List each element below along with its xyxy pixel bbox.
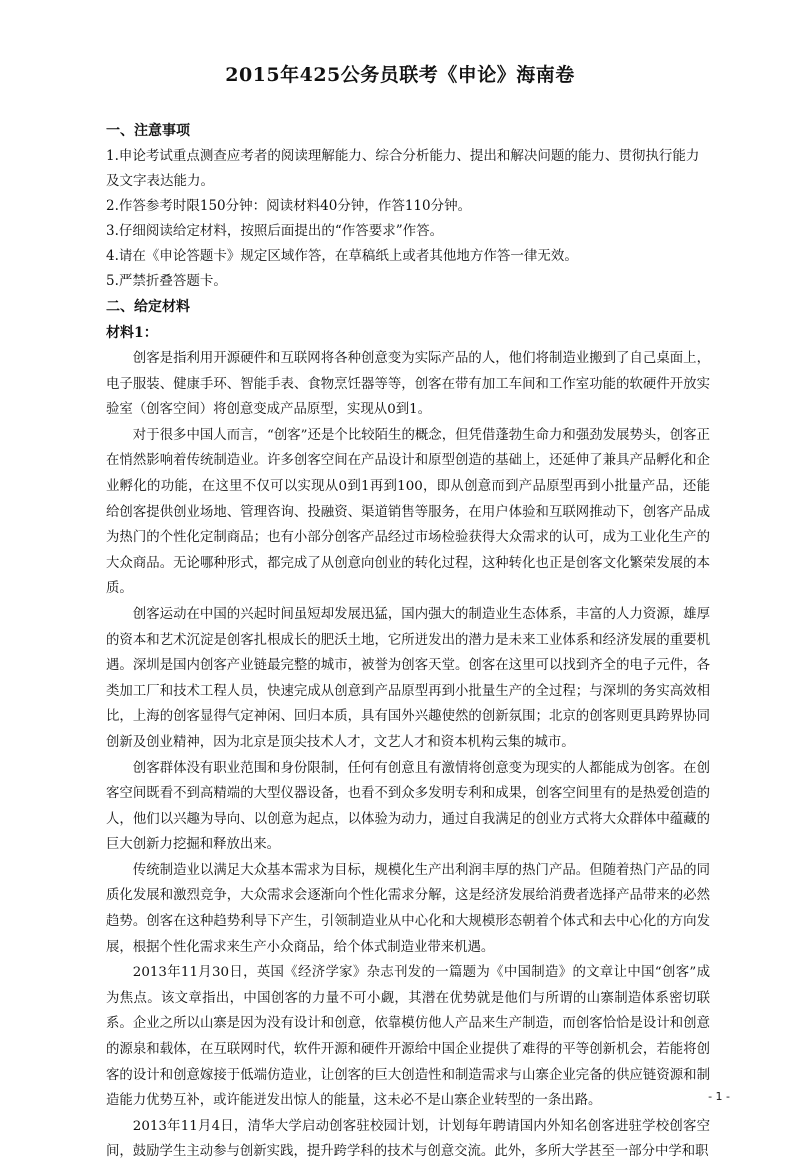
note-item: 4.请在《申论答题卡》规定区域作答，在草稿纸上或者其他地方作答一律无效。 bbox=[106, 248, 578, 264]
material-paragraph: 对于很多中国人而言，“创客”还是个比较陌生的概念，但凭借蓬勃生命力和强劲发展势头，创客正在悄然影响着传统制造业。许多创客空间在产品设计和原型创造的基础上，还延伸了兼具产品孵化和企业孵化的功能，在这里不仅可以实现从0到1再到100，即从创意而到产品原型再到小批量产品，还能给创客提供创业场地、管理咨询、投融资、渠道销售等服务，在用户体验和互联网推动下，创客产品成为热门的个性化定制商品；也有小部分创客产品经过市场检验获得大众需求的认可，成为工业化生产的大众商品。无论哪种形式，都完成了从创意向创业的转化过程，这种转化也正是创客文化繁荣发展的本质。 bbox=[106, 427, 710, 597]
page-number: - 1 - bbox=[708, 1090, 730, 1103]
section-heading-notes: 一、注意事项 bbox=[106, 123, 190, 139]
material-paragraph: 创客运动在中国的兴起时间虽短却发展迅猛，国内强大的制造业生态体系，丰富的人力资源，雄厚的资本和艺术沉淀是创客扎根成长的肥沃土地，它所迸发出的潜力是未来工业体系和经济发展的重要机遇。深圳是国内创客产业链最完整的城市，被誉为创客天堂。创客在这里可以找到齐全的电子元件，各类加工厂和技术工程人员，快速完成从创意到产品原型再到小批量生产的全过程；与深圳的务实高效相比，上海的创客显得气定神闲、回归本质，具有国外兴趣使然的创新氛围；北京的创客则更具跨界协同创新及创业精神，因为北京是顶尖技术人才，文艺人才和资本机构云集的城市。 bbox=[106, 606, 710, 750]
document-title: 2015年425公务员联考《申论》海南卷 bbox=[225, 64, 575, 86]
material-label: 材料1： bbox=[106, 325, 158, 341]
note-item: 3.仔细阅读给定材料，按照后面提出的“作答要求”作答。 bbox=[106, 223, 444, 239]
material-paragraph: 创客是指利用开源硬件和互联网将各种创意变为实际产品的人，他们将制造业搬到了自己桌面上，电子服装、健康手环、智能手表、食物烹饪器等等，创客在带有加工车间和工作室功能的软硬件开放实验室（创客空间）将创意变成产品原型，实现从0到1。 bbox=[106, 351, 710, 418]
material-paragraph: 创客群体没有职业范围和身份限制，任何有创意且有激情将创意变为现实的人都能成为创客。在创客空间既看不到高精端的大型仪器设备，也看不到众多发明专利和成果，创客空间里有的是热爱创造的人，他们以兴趣为导向、以创意为起点，以体验为动力，通过自我满足的创业方式将大众群体中蕴藏的巨大创新力挖掘和释放出来。 bbox=[106, 760, 710, 853]
material-paragraph: 传统制造业以满足大众基本需求为目标，规模化生产出利润丰厚的热门产品。但随着热门产品的同质化发展和激烈竞争，大众需求会逐渐向个性化需求分解，这是经济发展给消费者选择产品带来的必然趋势。创客在这种趋势利导下产生，引领制造业从中心化和大规模形态朝着个体式和去中心化的方向发展，根据个性化需求来生产小众商品，给个体式制造业带来机遇。 bbox=[106, 862, 710, 955]
material-paragraph: 2013年11月4日，清华大学启动创客驻校园计划，计划每年聘请国内外知名创客进驻学校创客空间，鼓励学生主动参与创新实践，提升跨学科的技术与创意交流。此外，多所大学甚至一部分中学和职 bbox=[106, 1118, 710, 1160]
document-body bbox=[106, 118, 710, 1165]
section-heading-materials: 二、给定材料 bbox=[106, 299, 190, 315]
note-item: 5.严禁折叠答题卡。 bbox=[106, 273, 227, 289]
note-item: 2.作答参考时限150分钟：阅读材料40分钟，作答110分钟。 bbox=[106, 198, 472, 214]
material-paragraph: 2013年11月30日，英国《经济学家》杂志刊发的一篇题为《中国制造》的文章让中国“创客”成为焦点。该文章指出，中国创客的力量不可小觑，其潜在优势就是他们与所谓的山寨制造体系密切联系。企业之所以山寨是因为没有设计和创意，依靠模仿他人产品来生产制造，而创客恰恰是设计和创意的源泉和载体，在互联网时代，软件开源和硬件开源给中国企业提供了难得的平等创新机会，若能将创客的设计和创意嫁接于低端仿造业，让创客的巨大创造性和制造需求与山寨企业完备的供应链资源和制造能力优势互补，或许能迸发出惊人的能量，这未必不是山寨企业转型的一条出路。 bbox=[106, 965, 710, 1109]
note-item: 1.申论考试重点测查应考者的阅读理解能力、综合分析能力、提出和解决问题的能力、贯彻执行能力及文字表达能力。 bbox=[106, 148, 700, 189]
